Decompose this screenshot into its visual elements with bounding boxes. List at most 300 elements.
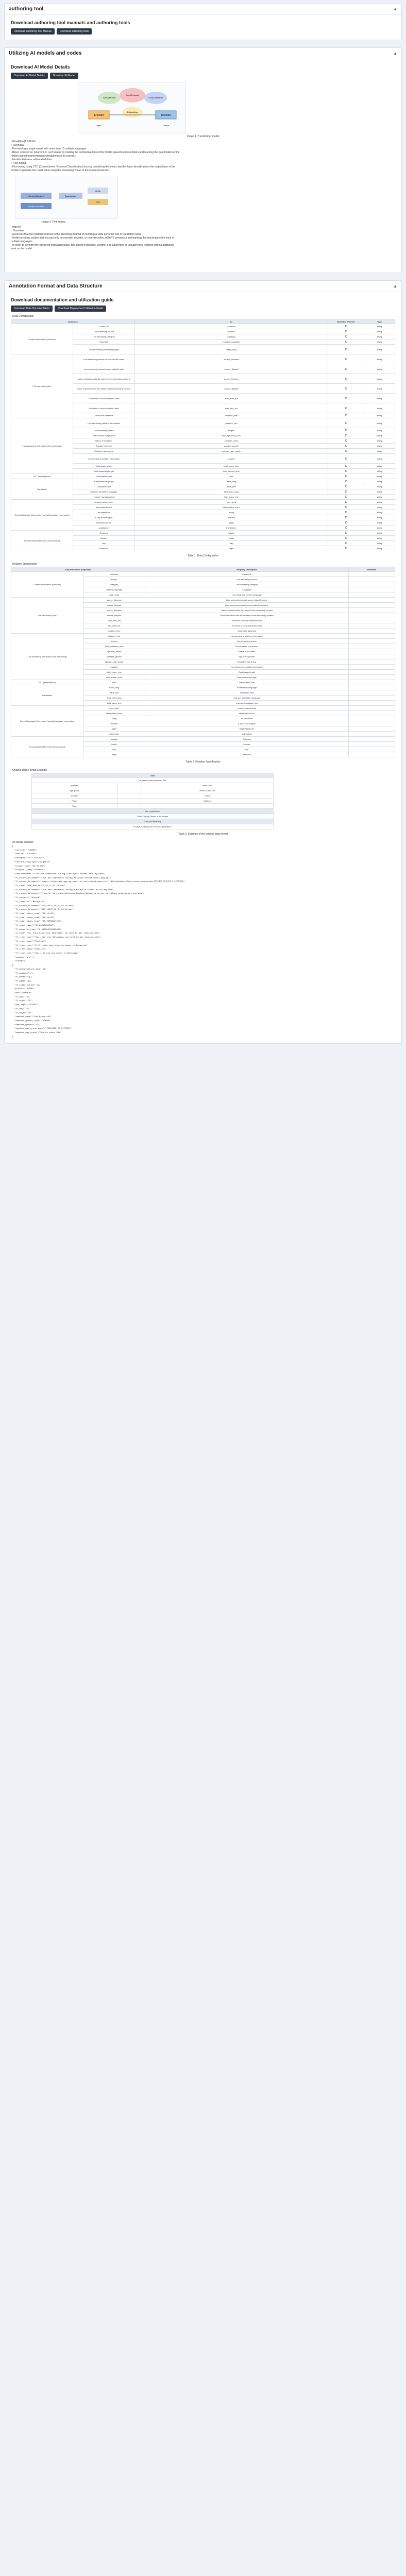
attribute-cell: Total voice data time	[73, 413, 135, 418]
remarks-cell	[349, 680, 395, 685]
type-cell: string	[364, 531, 395, 536]
type-cell: string	[364, 515, 395, 520]
key-cell: abbreviated_word	[83, 711, 145, 716]
checkbox-icon[interactable]	[345, 407, 347, 409]
type-cell: string	[364, 520, 395, 526]
remarks-cell	[349, 737, 395, 742]
code-line: "fl_trans_text":"Hi, I'ds new now hurry to Malaysia",	[12, 952, 80, 955]
format-cell: Okay, Playing Drawn in the Shape	[32, 814, 274, 819]
attribute-cell: a glottalism	[73, 526, 135, 531]
description-cell: Total image length	[145, 670, 349, 675]
group-cell: STT (transcription)	[11, 680, 83, 685]
description-cell: Live-streaming location information	[145, 665, 349, 670]
remarks-cell	[349, 644, 395, 649]
group-cell: Special language Expression (special language expression)	[11, 706, 83, 737]
table-header: Remarks	[349, 567, 395, 572]
description-cell: a glottalism	[145, 732, 349, 737]
id-cell: outside	[135, 531, 328, 536]
checkbox-icon[interactable]	[345, 527, 347, 529]
text-line: - mBART	[11, 226, 22, 229]
code-line: "source":"YOUTUBE",	[12, 853, 38, 856]
table-row	[32, 809, 274, 814]
checkbox-icon[interactable]	[345, 457, 347, 460]
remarks-cell	[349, 721, 395, 726]
checkbox-icon[interactable]	[345, 450, 347, 452]
id-cell: total_speakers_num	[135, 433, 328, 438]
checkbox-icon[interactable]	[345, 378, 347, 380]
format-label-cell: Place	[32, 799, 117, 804]
download-ai-model-details-button[interactable]: Download AI Model Details	[11, 73, 48, 79]
download-utilization-guide-button[interactable]: Download Deployment Utilization Guide	[55, 306, 106, 312]
key-cell: speaker_gender	[83, 654, 145, 659]
table-row	[11, 479, 395, 484]
id-cell: text	[135, 474, 328, 479]
group-cell: Live-streaming information (live-streaming)	[11, 418, 73, 474]
type-cell: string	[364, 495, 395, 500]
code-line: "fl_total_video_time":"00:TERMINATION",	[12, 921, 63, 923]
attribute-cell: Live-streaming location information	[73, 454, 135, 464]
type-cell: string	[364, 324, 395, 329]
attribute-cell: abbreviated word	[73, 505, 135, 510]
checkbox-icon[interactable]	[345, 465, 347, 467]
essential-cell	[328, 418, 364, 428]
code-line: "fl_total_video_time":"01:10:00",	[12, 917, 56, 919]
checkbox-icon[interactable]	[345, 429, 347, 431]
description-cell: Live-streaming platform information	[145, 634, 349, 639]
diagram-label: Quantization	[64, 195, 77, 197]
description-cell: Indoors	[145, 742, 349, 747]
type-cell: string	[364, 418, 395, 428]
description-cell: Voice extraction data file address of live-streaming content	[145, 613, 349, 618]
key-cell: outside	[83, 737, 145, 742]
section-header[interactable]	[5, 48, 401, 59]
attribute-cell: a newly coined word	[73, 500, 135, 505]
table-row	[32, 778, 274, 783]
group-cell: File information (file)	[11, 598, 83, 634]
table-row	[11, 324, 395, 329]
code-line: "fl_source_filename":"Live and Leeherein During a Malaysia street multilang.mp4",	[12, 889, 115, 891]
id-cell: origin_lang	[135, 345, 328, 354]
id-cell: speaker_name	[135, 438, 328, 444]
id-cell: end_time_ext	[135, 403, 328, 413]
key-cell: inside	[83, 742, 145, 747]
description-cell: day	[145, 747, 349, 752]
type-cell: string	[364, 403, 395, 413]
attribute-cell: Live-streaming platform information	[73, 418, 135, 428]
type-cell: string	[364, 474, 395, 479]
remarks-cell	[349, 716, 395, 721]
table-row	[11, 572, 395, 577]
transformer-model-figure	[78, 82, 186, 133]
attribute-cell: a slip of the tongue	[73, 515, 135, 520]
table-row	[32, 793, 274, 799]
essential-cell	[328, 464, 364, 469]
checkbox-icon[interactable]	[345, 521, 347, 523]
code-line: "fl_source_filepath":"Traveler_in_contentsEstream_English/Malaysia street multilang_getting hot and dam",	[12, 893, 144, 895]
attribute-cell: Rephrase/Ad-lib	[73, 520, 135, 526]
attribute-cell: day	[73, 541, 135, 546]
id-cell: fluid_trans_lang	[135, 489, 328, 495]
table-header: Attributes	[11, 319, 135, 324]
key-cell: trans_lang	[83, 685, 145, 690]
checkbox-icon[interactable]	[345, 368, 347, 370]
checkbox-icon[interactable]	[345, 348, 347, 350]
format-cell: Bio original text	[32, 809, 274, 814]
bubble-label: Cross-Attention	[148, 96, 163, 99]
checkbox-icon[interactable]	[345, 547, 347, 549]
checkbox-icon[interactable]	[345, 397, 347, 399]
type-cell: string	[364, 505, 395, 510]
checkbox-icon[interactable]	[345, 516, 347, 518]
id-cell: day	[135, 541, 328, 546]
text-line: - Fine-tuning using CTC (Connectionist Temporal Classification) loss by combining the linear classifier layer directly above the output layer of the	[11, 165, 175, 168]
id-cell: again	[135, 520, 328, 526]
text-line: - Gina(Gina)1.0 BLEU	[11, 140, 36, 143]
code-line: "fl_day":"1",	[12, 1008, 31, 1010]
remarks-cell	[349, 623, 395, 629]
id-cell: trans_text	[135, 484, 328, 489]
group-cell: Special language Expression (special language expression)	[11, 500, 73, 531]
download-tool-manual-button[interactable]: Download authoring Tool Manual	[11, 28, 55, 35]
encoder-label: Encoder	[94, 114, 104, 117]
key-cell: subject	[83, 639, 145, 644]
text-line: - BLEU is based on (source:1.0, Ja:3 tokens by rotating the contrastive task of the hidden speech representation and learning the quantization of the	[11, 151, 180, 154]
decoder-label: Decoder	[161, 114, 171, 117]
checkbox-icon[interactable]	[345, 445, 347, 447]
key-cell: source_filename	[83, 608, 145, 613]
chevron-up-icon[interactable]: ▲	[393, 7, 397, 11]
code-line: "speaker_gender_type":"WOMAN",	[12, 1020, 52, 1022]
essential-cell	[328, 384, 364, 394]
attribute-cell: Voice extraction data file address of live-streaming content	[73, 384, 135, 394]
type-cell: string	[364, 444, 395, 449]
type-cell: string	[364, 345, 395, 354]
essential-cell	[328, 428, 364, 433]
description-cell: Live-streaming content source data file address	[145, 603, 349, 608]
description-cell: Speaker's age group	[145, 659, 349, 665]
text-line: - In order to perform fine-tuning for translation tasks, fine-tuning is possible, whether it is supervised or unsupervised learning without additional	[11, 244, 174, 247]
essential-cell	[328, 536, 364, 541]
key-cell: trans_text	[83, 690, 145, 696]
checkbox-icon[interactable]	[345, 490, 347, 493]
key-cell: day	[83, 747, 145, 752]
essential-cell	[328, 438, 364, 444]
description-cell: reviewer translation text	[145, 701, 349, 706]
type-cell: string	[364, 526, 395, 531]
type-cell: string	[364, 374, 395, 384]
code-line: "fl_trans_lang":"English",	[12, 940, 47, 943]
remarks-cell	[349, 752, 395, 757]
json-code-example	[11, 845, 395, 1039]
remarks-cell	[349, 598, 395, 603]
output-label: Output	[162, 124, 170, 127]
checkbox-icon[interactable]	[345, 485, 347, 487]
essential-cell	[328, 324, 364, 329]
type-cell: string	[364, 394, 395, 403]
remarks-cell	[349, 690, 395, 696]
code-line: "category":"TTT_fun_ool",	[12, 857, 45, 860]
id-cell: mistake	[135, 515, 328, 520]
id-cell: interjection	[135, 526, 328, 531]
table-row	[11, 598, 395, 603]
code-line: "fl_source_filename":"Live and leeherein during Malaysia street multilang.mp4",	[12, 877, 112, 879]
text-line: - A process that the model pretrained in the denoising method of multilingual data performs well in translation tasks	[11, 233, 142, 236]
essential-cell	[328, 500, 364, 505]
download-ai-model-button[interactable]: Download AI Model	[50, 73, 78, 79]
checkbox-icon[interactable]	[345, 341, 347, 343]
essential-cell	[328, 444, 364, 449]
remarks-cell	[349, 685, 395, 690]
description-cell: Speaker's gender	[145, 654, 349, 659]
code-line: "slang":[]	[12, 960, 27, 963]
description-cell: Content ID	[145, 572, 349, 577]
format-label-cell: Time	[32, 804, 117, 809]
table-row	[32, 799, 274, 804]
section-title: authoring tool	[9, 6, 44, 12]
code-line: "fl_day":"1",	[12, 996, 31, 998]
id-cell: category	[135, 334, 328, 340]
download-data-documentation-button[interactable]: Download Data Documentation	[11, 306, 53, 312]
format-cell: Ko_Data Communication: 'AD'	[32, 778, 274, 783]
type-cell: string	[364, 364, 395, 374]
checkbox-icon[interactable]	[345, 480, 347, 482]
code-line: "fl_source_filepath":"KOR_10275_20_TL_02.10.wav",	[12, 909, 75, 911]
code-line: "fl_start_time":"00:00000230760",	[12, 925, 56, 927]
download-tools-button[interactable]: Download authoring tools	[57, 28, 92, 35]
key-cell: source_filename	[83, 598, 145, 603]
code-line: "fl_trans_lang":"English",	[12, 948, 47, 951]
id-cell: contents	[135, 324, 328, 329]
section-header[interactable]	[5, 4, 401, 15]
group-cell: Translation	[11, 479, 73, 500]
essential-cell	[328, 340, 364, 345]
attribute-cell: reviewer translation text	[73, 495, 135, 500]
checkbox-icon[interactable]	[345, 387, 347, 389]
description-cell: abbreviated word	[145, 711, 349, 716]
type-cell: string	[364, 536, 395, 541]
checkbox-icon[interactable]	[345, 414, 347, 416]
format-cell: Hi high, Koay Room of the old generation	[32, 824, 274, 829]
code-line: "env":"INDOOR",	[12, 992, 33, 995]
key-cell: mistake	[83, 721, 145, 726]
checkbox-icon[interactable]	[345, 532, 347, 534]
remarks-cell	[349, 582, 395, 587]
format-cell	[117, 793, 141, 799]
code-line: "fl_source_filename":"KOR_10275_20_TL_02.10.wav",	[12, 905, 75, 907]
remarks-cell	[349, 592, 395, 598]
original-format-table	[31, 773, 274, 829]
table-row	[32, 804, 274, 809]
table-caption: Table 1. Data Configuration	[187, 554, 219, 557]
data-configuration-table	[11, 319, 395, 551]
section-header[interactable]	[5, 281, 401, 292]
type-cell: string	[364, 413, 395, 418]
id-cell: total_video_time	[135, 464, 328, 469]
checkbox-icon[interactable]	[345, 511, 347, 513]
type-cell: string	[364, 479, 395, 484]
type-cell: string	[364, 546, 395, 551]
type-cell: string	[364, 433, 395, 438]
text-line: ○ Overview	[11, 229, 24, 232]
essential-cell	[328, 454, 364, 464]
table-row	[11, 737, 395, 742]
remarks-cell	[349, 701, 395, 706]
checkbox-icon[interactable]	[345, 439, 347, 442]
type-cell: string	[364, 354, 395, 364]
checkbox-icon[interactable]	[345, 506, 347, 508]
code-line: "fl_trans_text":"Hi, this tray Malaysian, we need to get them quickly",	[12, 937, 103, 939]
section-heading: Download authoring tool manuals and authoring tools	[11, 20, 130, 25]
bubble-label: Feed Forward	[126, 94, 139, 96]
diagram-label: Linear	[95, 190, 101, 192]
code-line: "fl_text":"Hi, this tray late malaysian, we need to get them quickly",	[12, 933, 101, 935]
data-configuration-label: - Data Configuration	[11, 315, 34, 318]
attribute-cell: Indoors	[73, 536, 135, 541]
essential-cell	[328, 505, 364, 510]
key-cell: total_speakers_num	[83, 644, 145, 649]
checkbox-icon[interactable]	[345, 537, 347, 539]
essential-cell	[328, 403, 364, 413]
key-cell: location	[83, 665, 145, 670]
key-cell: total_video_time	[83, 670, 145, 675]
key-cell: interjection	[83, 732, 145, 737]
format-cell: After proofreading	[32, 819, 274, 824]
description-cell: Translated Text	[145, 690, 349, 696]
attribute-cell: Total streaming length	[73, 469, 135, 474]
code-line: "fl_total_stars_time":"00:10:26",	[12, 912, 56, 915]
essential-cell	[328, 394, 364, 403]
essential-cell	[328, 515, 364, 520]
description-cell: End time of voice extraction data	[145, 623, 349, 629]
group-cell: Environmental Elements (environment)	[11, 737, 83, 757]
id-cell: source_filename	[135, 354, 328, 364]
id-cell: speaker_gender	[135, 444, 328, 449]
code-line: "fl_trans_text":"It'll take how, need to leave to Malaysia",	[12, 944, 89, 947]
key-cell: platform_info	[83, 634, 145, 639]
checkbox-icon[interactable]	[345, 542, 347, 544]
text-line: work on the model	[11, 247, 32, 250]
remarks-cell	[349, 629, 395, 634]
checkbox-icon[interactable]	[345, 358, 347, 360]
essential-cell	[328, 354, 364, 364]
table-row	[11, 418, 395, 428]
key-cell: duration_time	[83, 629, 145, 634]
key-cell: origin_lang	[83, 592, 145, 598]
key-cell: fluid_trans_lang	[83, 696, 145, 701]
code-line: "original_lang":"Korean",	[12, 869, 45, 872]
code-line: "fl_night":"0",	[12, 1012, 33, 1014]
code-line: ],	[12, 964, 14, 967]
table-caption: Table 3. Example of the original data format	[178, 833, 228, 836]
section-title: Annotation Format and Data Structure	[9, 283, 103, 289]
remarks-cell	[349, 742, 395, 747]
essential-cell	[328, 433, 364, 438]
type-cell: string	[364, 454, 395, 464]
format-label-cell: age group	[32, 788, 117, 793]
essential-cell	[328, 449, 364, 454]
essential-cell	[328, 345, 364, 354]
format-cell	[117, 783, 141, 788]
type-cell: string	[364, 334, 395, 340]
format-label-cell: speaker	[32, 783, 117, 788]
remarks-cell	[349, 696, 395, 701]
format-value-cell: Outdoor	[141, 799, 273, 804]
table-row	[11, 500, 395, 505]
checkbox-icon[interactable]	[345, 422, 347, 424]
essential-cell	[328, 484, 364, 489]
id-cell: source_filepath	[135, 364, 328, 374]
essential-cell	[328, 334, 364, 340]
key-cell: speaker_age_group	[83, 659, 145, 665]
checkbox-icon[interactable]	[345, 434, 347, 436]
checkbox-icon[interactable]	[345, 330, 347, 332]
type-cell: string	[364, 449, 395, 454]
text-line: hidden speech representation simultaneously to correct.)	[11, 155, 76, 158]
checkbox-icon[interactable]	[345, 475, 347, 477]
figure-caption: Image 1. Transformer model	[187, 135, 219, 138]
code-line: "speaker_age_group":"30s to under 50s"	[12, 1032, 62, 1035]
input-label: Input	[96, 124, 102, 127]
format-cell	[117, 804, 141, 809]
attribute-cell: Live-streaming content language	[73, 345, 135, 354]
description-cell: Total streaming length	[145, 675, 349, 680]
checkbox-icon[interactable]	[345, 496, 347, 498]
key-cell: source	[83, 577, 145, 582]
table-row	[11, 685, 395, 690]
key-cell: source_filepath	[83, 613, 145, 618]
remarks-cell	[349, 587, 395, 592]
checkbox-icon[interactable]	[345, 325, 347, 327]
description-cell: Live-streaming content language	[145, 592, 349, 598]
table-row	[11, 706, 395, 711]
fine-tuning-figure	[15, 177, 118, 219]
id-cell: platform_info	[135, 418, 328, 428]
chevron-up-icon[interactable]: ▲	[393, 284, 397, 289]
attribute-cell: Copyright	[73, 340, 135, 345]
checkbox-icon[interactable]	[345, 470, 347, 472]
checkbox-icon[interactable]	[345, 501, 347, 503]
chevron-up-icon[interactable]: ▲	[393, 51, 397, 56]
remarks-cell	[349, 613, 395, 618]
code-line: "fl_interjection":[],	[12, 984, 41, 987]
key-cell: night	[83, 752, 145, 757]
remarks-cell	[349, 608, 395, 613]
description-cell: Transcription Text	[145, 680, 349, 685]
type-cell: string	[364, 340, 395, 345]
code-line: "fl_mistake":[],	[12, 972, 35, 975]
checkbox-icon[interactable]	[345, 335, 347, 337]
remarks-cell	[349, 618, 395, 623]
id-cell: new_word	[135, 500, 328, 505]
table-row	[32, 814, 274, 819]
table-row	[32, 824, 274, 829]
remarks-cell	[349, 577, 395, 582]
code-line: "speaker_font":[	[12, 956, 35, 959]
key-cell: total_stream_time	[83, 675, 145, 680]
code-line: "fl_subject":"Street",	[12, 897, 42, 900]
diagram-label: Feature Encoder	[28, 205, 44, 208]
id-cell: night	[135, 546, 328, 551]
description-cell: a slip of the tongue	[145, 721, 349, 726]
section-annotation-format	[4, 280, 402, 1044]
code-line: "place":"INDOOR",	[12, 988, 36, 991]
id-cell: content_copyright	[135, 340, 328, 345]
group-cell: STT (transcription)	[11, 474, 73, 479]
model-description-1	[11, 140, 395, 173]
essential-cell	[328, 413, 364, 418]
section-heading: Download documentation and utilization guide	[11, 297, 114, 302]
description-cell: reviewer translation language	[145, 696, 349, 701]
